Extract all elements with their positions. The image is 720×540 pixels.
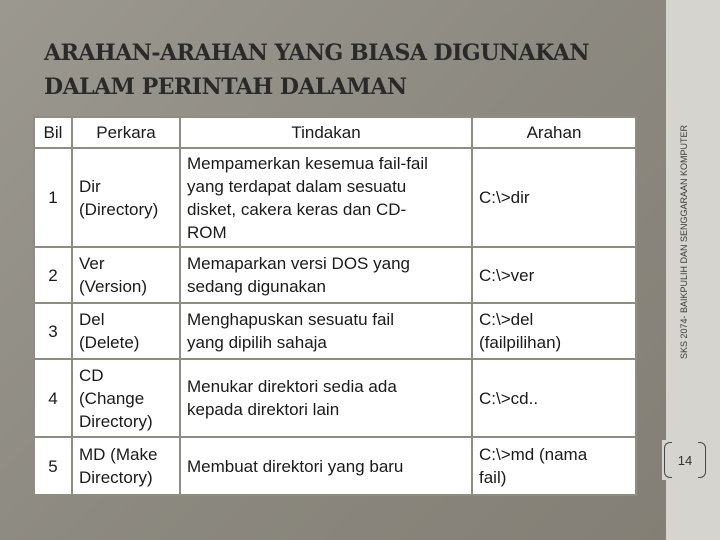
course-label: SKS 2074- BAIKPULIH DAN SENGGARAAN KOMPUTER (679, 124, 689, 360)
cell-bil: 5 (34, 437, 72, 495)
cell-arahan: C:\>dir (472, 148, 636, 247)
cell-perkara: MD (Make Directory) (72, 437, 180, 495)
table-row (34, 437, 636, 495)
cell-arahan: C:\>del (failpilihan) (472, 303, 636, 359)
table-row (34, 303, 636, 359)
command-table (33, 116, 637, 496)
cell-arahan: C:\>cd.. (472, 359, 636, 437)
table-row (34, 247, 636, 303)
table-row (34, 148, 636, 247)
right-bracket-icon (698, 442, 706, 478)
table-header-row (34, 117, 636, 148)
left-bracket-icon (664, 442, 672, 478)
cell-perkara: Del (Delete) (72, 303, 180, 359)
header-bil: Bil (34, 117, 72, 148)
page-number: 14 (677, 452, 693, 468)
header-arahan: Arahan (472, 117, 636, 148)
table-row (34, 359, 636, 437)
header-perkara: Perkara (72, 117, 180, 148)
cell-bil: 4 (34, 359, 72, 437)
page-number-badge (662, 440, 708, 480)
cell-tindakan: Mempamerkan kesemua fail-fail yang terdapat dalam sesuatu disket, cakera keras dan CD- ROM (180, 148, 472, 247)
cell-arahan: C:\>md (nama fail) (472, 437, 636, 495)
cell-perkara: Dir (Directory) (72, 148, 180, 247)
title-line-2: DALAM PERINTAH DALAMAN (44, 74, 407, 100)
cell-perkara: CD (Change Directory) (72, 359, 180, 437)
cell-arahan: C:\>ver (472, 247, 636, 303)
cell-tindakan: Memaparkan versi DOS yang sedang digunakan (180, 247, 472, 303)
cell-tindakan: Membuat direktori yang baru (180, 437, 472, 495)
cell-tindakan: Menghapuskan sesuatu fail yang dipilih sahaja (180, 303, 472, 359)
cell-bil: 1 (34, 148, 72, 247)
cell-bil: 3 (34, 303, 72, 359)
cell-bil: 2 (34, 247, 72, 303)
command-table-wrapper (33, 116, 637, 496)
cell-tindakan: Menukar direktori sedia ada kepada direktori lain (180, 359, 472, 437)
header-tindakan: Tindakan (180, 117, 472, 148)
cell-perkara: Ver (Version) (72, 247, 180, 303)
title-line-1: ARAHAN-ARAHAN YANG BIASA DIGUNAKAN (44, 40, 589, 66)
slide-title (44, 36, 644, 104)
